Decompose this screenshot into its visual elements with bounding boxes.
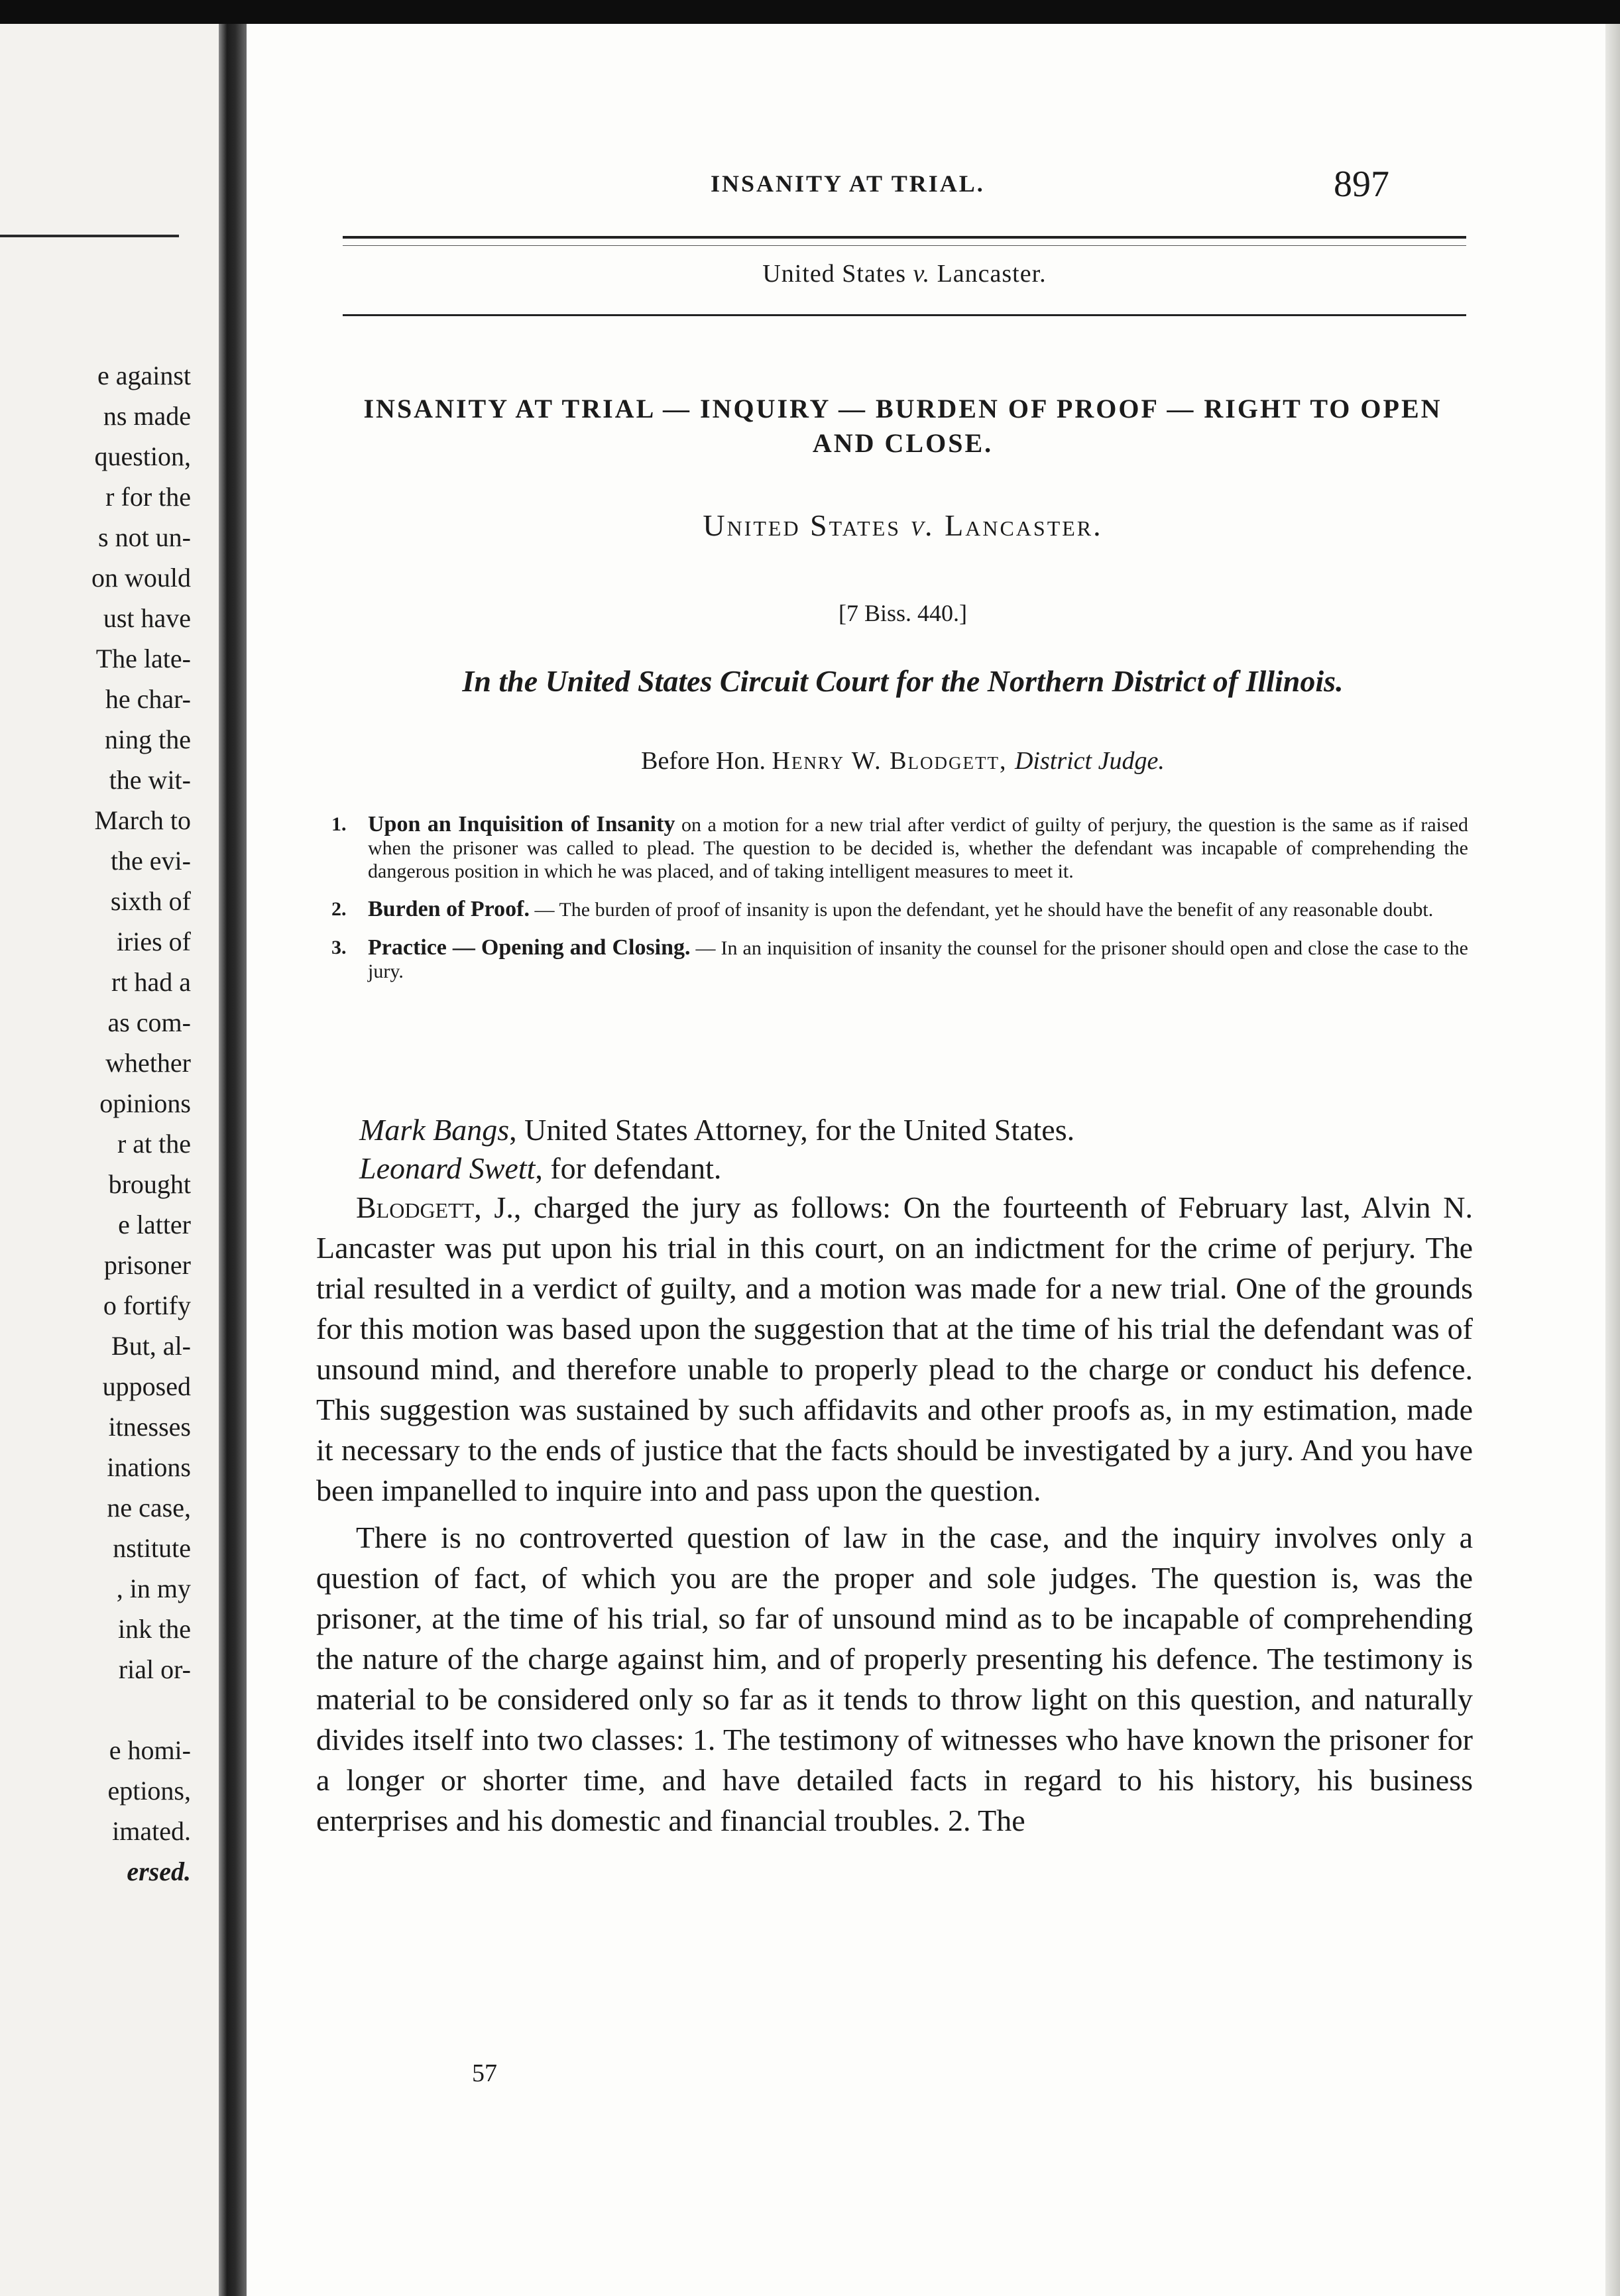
headnote xyxy=(331,813,1468,883)
judge-line xyxy=(339,746,1466,775)
counsel-role: , United States Attorney, for the United States. xyxy=(509,1113,1075,1147)
opinion-text xyxy=(316,1187,1473,1847)
headnote-number: 1. xyxy=(331,813,347,835)
facing-page-line: inations xyxy=(107,1452,191,1482)
case-title: INSANITY AT TRIAL — INQUIRY — BURDEN OF PROOF — RIGHT TO OPEN AND CLOSE. xyxy=(363,394,1442,458)
facing-page-line: But, al- xyxy=(111,1331,191,1361)
facing-page-line: s not un- xyxy=(98,522,191,552)
facing-page-line: the evi- xyxy=(110,846,191,876)
facing-page-line: he char- xyxy=(105,684,191,714)
headnote-text: — The burden of proof of insanity is upon the defendant, yet he should have the benefit of any reasonable doubt. xyxy=(529,899,1434,921)
facing-page-line: whether xyxy=(105,1048,191,1078)
headnote-number: 2. xyxy=(331,898,347,920)
case-name: United States v. Lancaster. xyxy=(703,508,1103,542)
headnotes xyxy=(331,813,1468,998)
facing-page-line: ersed. xyxy=(127,1857,191,1886)
headnote-number: 3. xyxy=(331,937,347,958)
headnote-heading: Practice — Opening and Closing. xyxy=(368,935,691,960)
facing-page-line xyxy=(91,1690,191,1730)
paragraph xyxy=(316,1187,1473,1511)
counsel-line xyxy=(359,1111,1486,1149)
facing-page-line: prisoner xyxy=(103,1250,191,1280)
judge-name: Henry W. Blodgett, xyxy=(772,747,1015,775)
facing-page-line: , in my xyxy=(116,1574,191,1603)
headnote-text: — In an inquisition of insanity the counsel for the prisoner should open and close the case to the jury. xyxy=(368,937,1468,982)
facing-page-line: e homi- xyxy=(109,1735,191,1765)
facing-page-line: ne case, xyxy=(107,1493,191,1522)
scan-top-border xyxy=(0,0,1620,24)
facing-page-line: e against xyxy=(97,361,191,390)
facing-page-line: e latter xyxy=(118,1210,191,1239)
page-edge xyxy=(1605,24,1620,2296)
page-number: 897 xyxy=(1334,164,1389,205)
headnote xyxy=(331,936,1468,983)
facing-page-line: ust have xyxy=(103,603,191,633)
paragraph xyxy=(316,1517,1473,1841)
facing-page-line: the wit- xyxy=(109,765,191,795)
headnote-text: on a motion for a new trial after verdict of guilty of perjury, the question is the same as if raised when the prisoner was called to plead. The question to be decided is, whether the defendant was incapable of comprehending the dangerous position in which he was placed, and of taking intelligent measures to meet it. xyxy=(368,814,1468,882)
facing-page-line: March to xyxy=(94,805,191,835)
facing-page-line: The late- xyxy=(95,644,191,673)
facing-page-line: ink the xyxy=(118,1614,191,1644)
counsel-block xyxy=(359,1111,1486,1188)
facing-page-fragment xyxy=(0,24,239,2296)
facing-page-line: rt had a xyxy=(111,967,191,997)
facing-page-line: iries of xyxy=(116,927,191,956)
facing-page-line: itnesses xyxy=(108,1412,191,1442)
facing-page-line: sixth of xyxy=(110,886,191,916)
headnote xyxy=(331,897,1468,921)
facing-page-rule xyxy=(0,235,179,237)
facing-page-line: rial or- xyxy=(118,1654,191,1684)
counsel-name: Mark Bangs xyxy=(359,1113,510,1147)
headnote-heading: Burden of Proof. xyxy=(368,897,530,921)
facing-page-line: brought xyxy=(108,1169,191,1199)
court-line: In the United States Circuit Court for the Northern District of Illinois. xyxy=(462,664,1344,698)
facing-page-line: imated. xyxy=(112,1816,191,1846)
header-rule-thin xyxy=(343,245,1466,246)
facing-page-line: on would xyxy=(91,563,191,593)
counsel-line xyxy=(359,1149,1486,1188)
headnote-heading: Upon an Inquisition of Insanity xyxy=(368,812,675,836)
facing-page-line: eptions, xyxy=(107,1776,191,1806)
judge-title: District Judge. xyxy=(1014,747,1165,775)
before-prefix: Before Hon. xyxy=(641,747,772,775)
header-rule xyxy=(343,236,1466,239)
citation: [7 Biss. 440.] xyxy=(838,600,967,626)
facing-page-line: upposed xyxy=(102,1371,191,1401)
facing-page-line: ning the xyxy=(105,724,191,754)
opinion-judge: Blodgett, J. xyxy=(356,1190,514,1224)
facing-page-line: opinions xyxy=(99,1088,191,1118)
facing-page-line: nstitute xyxy=(113,1533,191,1563)
counsel-role: , for defendant. xyxy=(535,1151,722,1185)
book-gutter xyxy=(219,24,247,2296)
facing-page-line: ns made xyxy=(103,401,191,431)
facing-page-line: o fortify xyxy=(103,1291,191,1320)
case-subhead: United States v. Lancaster. xyxy=(762,260,1047,288)
document-page xyxy=(247,24,1605,2296)
subhead-rule xyxy=(343,314,1466,316)
signature-mark: 57 xyxy=(472,2059,497,2087)
facing-page-line: r at the xyxy=(117,1129,191,1159)
facing-page-line: question, xyxy=(94,441,191,471)
facing-page-text xyxy=(91,355,191,1892)
running-head: INSANITY AT TRIAL. xyxy=(711,170,985,197)
counsel-name: Leonard Swett xyxy=(359,1151,536,1185)
facing-page-line: r for the xyxy=(105,482,191,512)
paragraph-text: There is no controverted question of law in the case, and the inquiry involves only a question of fact, of which you are the proper and sole judges. The question is, was the prisoner, at the time of his trial, so far of unsound mind as to be incapable of comprehending the nature of the charge against him, and of properly presenting his defence. The testimony is material to be considered only so far as it tends to throw light on this question, and naturally divides itself into two classes: 1. The testimony of witnesses who have known the prisoner for a longer or shorter time, and have detailed facts in regard to his history, his business enterprises and his domestic and financial troubles. 2. The xyxy=(316,1521,1473,1837)
paragraph-text: , charged the jury as follows: On the fourteenth of February last, Alvin N. Lancaster was put upon his trial in this court, on an indictment for the crime of perjury. The trial resulted in a verdict of guilty, and a motion was made for a new trial. One of the grounds for this motion was based upon the suggestion that at the time of his trial the defendant was of unsound mind, and therefore unable to properly plead to the charge or conduct his defence. This suggestion was sustained by such affidavits and other proofs as, in my estimation, made it necessary to the ends of justice that the facts should be investigated by a jury. And you have been impanelled to inquire into and pass upon the question. xyxy=(316,1190,1473,1507)
facing-page-line: as com- xyxy=(107,1007,191,1037)
